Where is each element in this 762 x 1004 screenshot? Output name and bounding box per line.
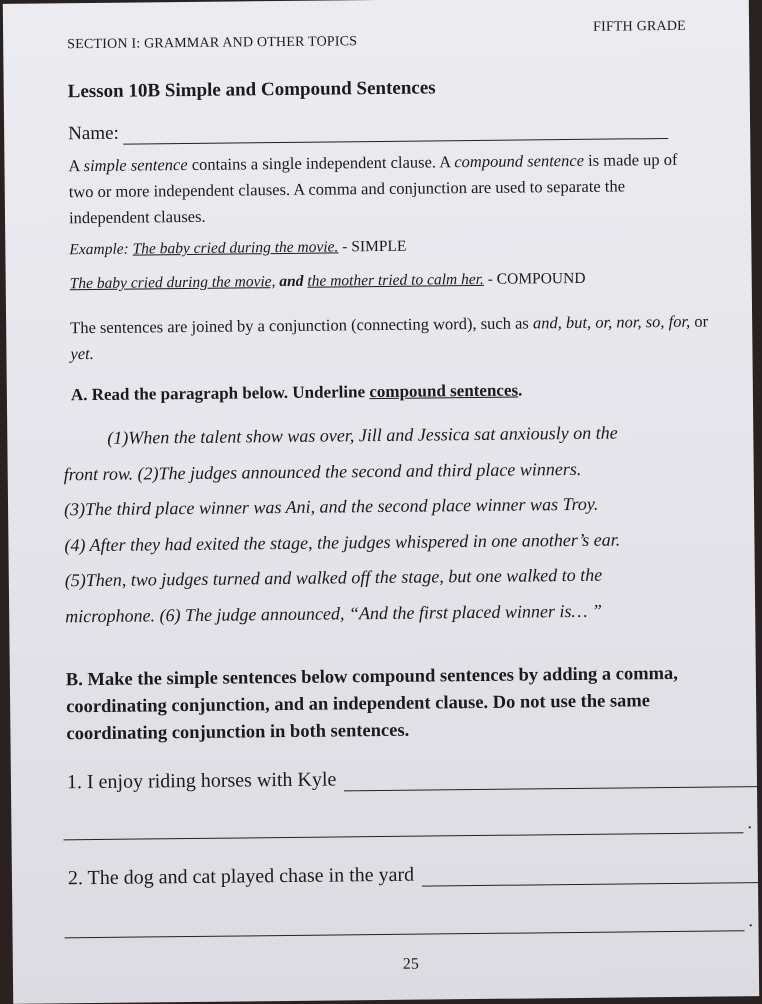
conj-and: and, <box>532 313 562 333</box>
example-label: Example: <box>69 240 133 259</box>
simple-sentence-term: simple sentence <box>83 155 188 176</box>
conjunction-text: The sentences are joined by a conjunction (connecting word), such as <box>70 313 534 338</box>
section-b-instruction: B. Make the simple sentences below compound sentences by adding a comma, coordinating conjunction, and an independent clause. Do not use the same coordinating conjunction in both sentences. <box>65 663 678 745</box>
conj-or: or, <box>595 312 613 332</box>
conj-nor: nor, <box>616 312 642 332</box>
definition-part: is made up of two or more independent clauses. A comma and conjunction are used to separate the independent clauses. <box>68 149 678 228</box>
name-blank-line[interactable] <box>123 120 669 145</box>
conj-for: for, <box>668 311 691 331</box>
example-clause-1: The baby cried during the movie, <box>69 273 276 293</box>
conj-or-word: or <box>690 311 709 331</box>
question-1-answer-line[interactable] <box>64 832 744 840</box>
section-a-lead: A. Read the paragraph below. Underline <box>70 382 370 405</box>
example-simple <box>69 238 406 260</box>
reading-paragraph <box>63 414 745 634</box>
conjunction-explanation <box>70 309 711 368</box>
section-a-instruction <box>71 381 523 406</box>
paragraph-line: microphone. (6) The judge announced, “And the first placed winner is… ” <box>65 600 603 626</box>
conj-so: so, <box>645 312 665 332</box>
question-2-text: 2. The dog and cat played chase in the yard <box>67 863 415 890</box>
example-clause-2: the mother tried to calm her. <box>307 270 484 290</box>
example-simple-tag: - SIMPLE <box>338 237 407 256</box>
example-compound <box>70 270 586 293</box>
conj-but: but, <box>565 312 592 333</box>
paragraph-line: (3)The third place winner was Ani, and the second place winner was Troy. <box>63 493 599 520</box>
question-2 <box>68 860 758 890</box>
grade-header: FIFTH GRADE <box>592 18 686 35</box>
paragraph-line: (4) After they had exited the stage, the judges whispered in one another’s ear. <box>64 528 621 555</box>
name-label: Name: <box>68 122 119 145</box>
question-1-text: 1. I enjoy riding horses with Kyle <box>66 768 337 794</box>
section-header: SECTION I: GRAMMAR AND OTHER TOPICS <box>67 34 358 53</box>
name-row <box>68 117 668 145</box>
definition-text <box>68 147 689 231</box>
lesson-title: Lesson 10B Simple and Compound Sentences <box>67 77 436 103</box>
conj-yet: yet. <box>70 343 94 364</box>
paragraph-line: (5)Then, two judges turned and walked off the stage, but one walked to the <box>64 564 603 591</box>
definition-part: A <box>68 156 84 176</box>
example-simple-sentence: The baby cried during the movie. <box>132 238 339 258</box>
question-2-period: . <box>748 910 754 931</box>
section-a-end: . <box>517 380 523 400</box>
page-number: 25 <box>402 955 419 973</box>
definition-part: contains a single independent clause. A <box>187 152 455 175</box>
paragraph-line: front row. (2)The judges announced the second and third place winners. <box>63 458 582 484</box>
question-2-blank[interactable] <box>422 862 758 887</box>
question-2-answer-line[interactable] <box>65 930 745 938</box>
example-conjunction: and <box>279 272 304 291</box>
paragraph-line: (1)When the talent show was over, Jill and Jessica sat anxiously on the <box>107 422 618 448</box>
question-1-blank[interactable] <box>344 766 757 791</box>
question-1 <box>67 764 757 794</box>
worksheet-page <box>3 0 759 1004</box>
example-compound-tag: - COMPOUND <box>483 269 586 288</box>
question-1-period: . <box>747 812 752 833</box>
section-a-emphasis: compound sentences <box>369 380 519 402</box>
compound-sentence-term: compound sentence <box>454 150 585 172</box>
